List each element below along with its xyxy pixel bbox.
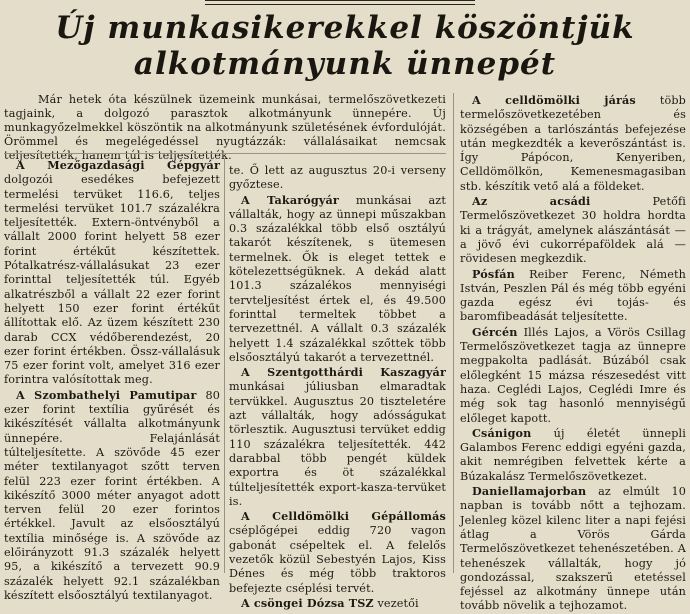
paragraph: [460, 484, 686, 614]
paragraph: [229, 596, 446, 611]
lead-divider: [4, 153, 446, 154]
paragraph-subject: A Celldömölki Gépállomás: [241, 509, 446, 524]
paragraph: [229, 365, 446, 509]
headline-line-1: Új munkasikerekkel köszöntjük: [55, 10, 635, 46]
paragraph-subject: Pósfán: [472, 266, 515, 281]
paragraph-subject: Az acsádi: [472, 194, 591, 209]
paragraph-text: 80 ezer forint textília gyűrését és kikészítését vállalta alkotmányunk ünnepére. Felajánlását túlteljesítette. A szövőde 45 ezer méter textilanyagot szőtt terven felül 223 ezer forint értékben. A kikészítő 3000 méter anyagot adott terven felül 20 ezer forintos értékkel. Javult az elsőosztályú textília minősége is. A szövőde az előirányzott 91.3 százalék helyett 95, a kikészítő a tervezett 90.9 százalék helyett 92.1 százalékban készített elsőosztályú textilanyagot.: [4, 388, 220, 602]
top-rule: [205, 0, 475, 5]
paragraph: [229, 193, 446, 366]
lead-paragraph: Már hetek óta készülnek üzemeink munkásai, termelőszövetkezeti tagjaink, a dolgozó parasztok alkotmányunk ünnepére. Új munkagyőzelmekkel köszöntik na alkotmányunk születésének évfordulóját. Örömmel és megelégedéssel nyugtázzák: vállalásaikat nemcsak teljesítették, hanem túl is teljesítették.: [4, 93, 446, 162]
column-3: [460, 93, 686, 614]
paragraph-subject: A csöngei Dózsa TSZ: [241, 595, 374, 610]
paragraph-text: az elmúlt 10 napban is tovább nőtt a tejhozam. Jelenleg közel kilenc liter a napi fejési átlag a Vörös Gárda Termelőszövetkezet tehenészetében. A tehenészek vállalták, hogy jó gondozással, szakszerű etetéssel fejéssel az alkotmány ünnepe után tovább növelik a tejhozamot.: [460, 485, 686, 613]
paragraph: [460, 325, 686, 426]
paragraph: [229, 163, 446, 193]
column-2: [229, 163, 446, 611]
paragraph-text: te. Ő lett az augusztus 20-i verseny győztese.: [229, 164, 446, 192]
paragraph-text: új életét ünnepli Galambos Ferenc eddigi egyéni gazda, akit nemrégiben felvettek kérte a Búzakalász Termelőszövetkezet.: [460, 426, 686, 483]
paragraph-subject: A Takarógyár: [241, 192, 339, 207]
paragraph-text: Illés Lajos, a Vörös Csillag Termelőszövetkezet tagja az ünnepre megpakolta padlását. Búzából csak előlegként 15 mázsa részesedést vitt haza. Ceglédi Lajos, Ceglédi Imre és még sok tag hasonló mennyiségű előleget kapott.: [460, 325, 686, 425]
paragraph-text: dolgozói esedékes befejezett termelési tervüket 116.6, teljes termelési tervüket 101.7 százalékra teljesítették. Extern-öntvényből a vállalt 2000 forint helyett 58 ezer forint értékűt készítettek. Pótalkatrész-vállalásukat 23 ezer forinttal teljesítették túl. Egyéb alkatrészből a vállalt 22 ezer forint helyett 150 ezer forint értékűt állítottak elő. Az üzem készített 230 darab CCX védőberendezést, 20 ezer forint értékben. Össz-vállalásuk 75 ezer forint volt, amelyet 316 ezer forintra valósítottak meg.: [4, 173, 220, 387]
column-divider: [224, 158, 225, 573]
paragraph-text: több termelőszövetkezetében és községében a tarlószántás befejezése után megkezdték a keverőszántást is. Így Pápócon, Kenyeriben, Celldömölkön, Kemenesmagasiban stb. készítik vető alá a földeket.: [460, 94, 686, 193]
paragraph-subject: Daniellamajorban: [472, 484, 587, 499]
paragraph-text: Petőfi Termelőszövetkezet 30 holdra hordta ki a trágyát, amelynek alászántását — a jövő évi cukorrépaföldek alá — rövidesen megkezdik.: [460, 195, 686, 266]
paragraph-subject: A Szombathelyi Pamutipar: [16, 387, 197, 402]
paragraph-text: Reiber Ferenc, Németh István, Peszlen Pál és még több egyéni gazda egész évi tojás- és baromfibeadását teljesítette.: [460, 267, 686, 324]
paragraph: [460, 194, 686, 266]
column-divider: [453, 93, 454, 573]
column-1: [4, 158, 220, 603]
paragraph: [229, 509, 446, 596]
paragraph-text: vezetői: [373, 596, 419, 610]
paragraph: [4, 388, 220, 603]
paragraph-text: munkásai júliusban elmaradtak tervükkel. Augusztus 20 tiszteletére azt vállalták, hogy adósságukat törlesztik. Augusztusi tervüket eddig 110 százalékra teljesítették. 442 darabbal több pengét küldek exportra és öt százalékkal túlteljesítették export-kasza-tervüket is.: [229, 380, 446, 508]
paragraph-subject: A Szentgotthárdi Kaszagyár: [241, 365, 446, 380]
paragraph-subject: A Mezőgazdasági Gépgyár: [16, 158, 220, 172]
paragraph-subject: Gércén: [472, 324, 518, 339]
paragraph: [4, 158, 220, 388]
paragraph-text: cséplőgépei eddig 720 vagon gabonát csépeltek el. A felelős vezetők közül Sebestyén Lajos, Kiss Dénes és még több traktoros befejezte cséplési tervét.: [229, 524, 446, 595]
headline: [0, 10, 690, 82]
paragraph-subject: A celldömölki járás: [472, 93, 636, 107]
paragraph-text: munkásai azt vállalták, hogy az ünnepi műszakban 0.3 százalékkal több első osztályú takarót készítenek, s ütemesen termelnek. Ők is eleget tettek e kötelezettségüknek. A dekád alatt 101.3 százalékos mennyiségi tervteljesítést értek el, és 49.500 forinttal termeltek többet a tervezettnél. A vállalt 0.3 százalék helyett 1.4 százalékkal szőttek több elsőosztályú takarót a tervezettnél.: [229, 193, 446, 364]
paragraph: [460, 426, 686, 484]
paragraph-subject: Csánigon: [472, 425, 532, 440]
paragraph: [460, 267, 686, 325]
headline-line-2: alkotmányunk ünnepét: [133, 46, 557, 82]
paragraph: [460, 93, 686, 194]
